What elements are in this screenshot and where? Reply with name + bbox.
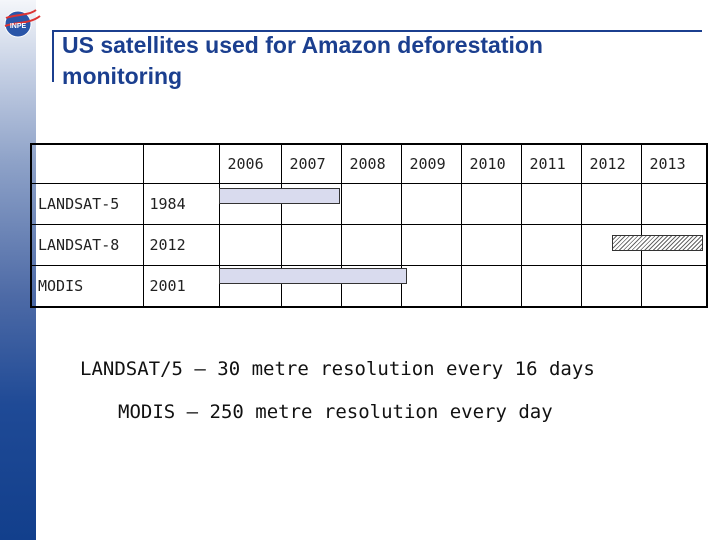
table-row <box>31 184 707 225</box>
header-empty-launch <box>143 144 219 184</box>
title-rule-vertical <box>52 30 54 82</box>
year-cell <box>219 225 281 266</box>
year-cell <box>521 184 581 225</box>
year-header: 2008 <box>341 144 401 184</box>
year-header: 2007 <box>281 144 341 184</box>
inpe-logo-icon <box>2 4 42 44</box>
launch-year: 2001 <box>143 266 219 308</box>
note-landsat: LANDSAT/5 – 30 metre resolution every 16 days <box>80 358 595 380</box>
year-header: 2013 <box>641 144 707 184</box>
launch-year: 2012 <box>143 225 219 266</box>
year-header: 2011 <box>521 144 581 184</box>
year-cell <box>581 266 641 308</box>
year-cell <box>401 225 461 266</box>
year-cell <box>461 266 521 308</box>
year-cell <box>281 225 341 266</box>
logo-text: INPE <box>9 23 27 30</box>
timeline-bar <box>219 188 340 204</box>
year-cell <box>401 184 461 225</box>
year-cell <box>581 184 641 225</box>
year-header: 2010 <box>461 144 521 184</box>
header-empty-name <box>31 144 143 184</box>
year-cell <box>401 266 461 308</box>
satellite-name: LANDSAT-5 <box>31 184 143 225</box>
year-cell <box>521 266 581 308</box>
year-cell <box>341 184 401 225</box>
year-header: 2012 <box>581 144 641 184</box>
year-header: 2006 <box>219 144 281 184</box>
year-cell <box>521 225 581 266</box>
slide-title: US satellites used for Amazon deforestation monitoring <box>62 32 543 89</box>
satellite-name: MODIS <box>31 266 143 308</box>
year-cell <box>641 266 707 308</box>
satellite-name: LANDSAT-8 <box>31 225 143 266</box>
timeline-bar <box>612 235 703 251</box>
year-cell <box>341 225 401 266</box>
year-cell <box>641 184 707 225</box>
year-cell <box>461 225 521 266</box>
timeline-bar <box>219 268 407 284</box>
note-modis: MODIS – 250 metre resolution every day <box>118 401 553 423</box>
year-header: 2009 <box>401 144 461 184</box>
year-cell <box>461 184 521 225</box>
table-row <box>31 225 707 266</box>
header-row <box>31 144 707 184</box>
launch-year: 1984 <box>143 184 219 225</box>
